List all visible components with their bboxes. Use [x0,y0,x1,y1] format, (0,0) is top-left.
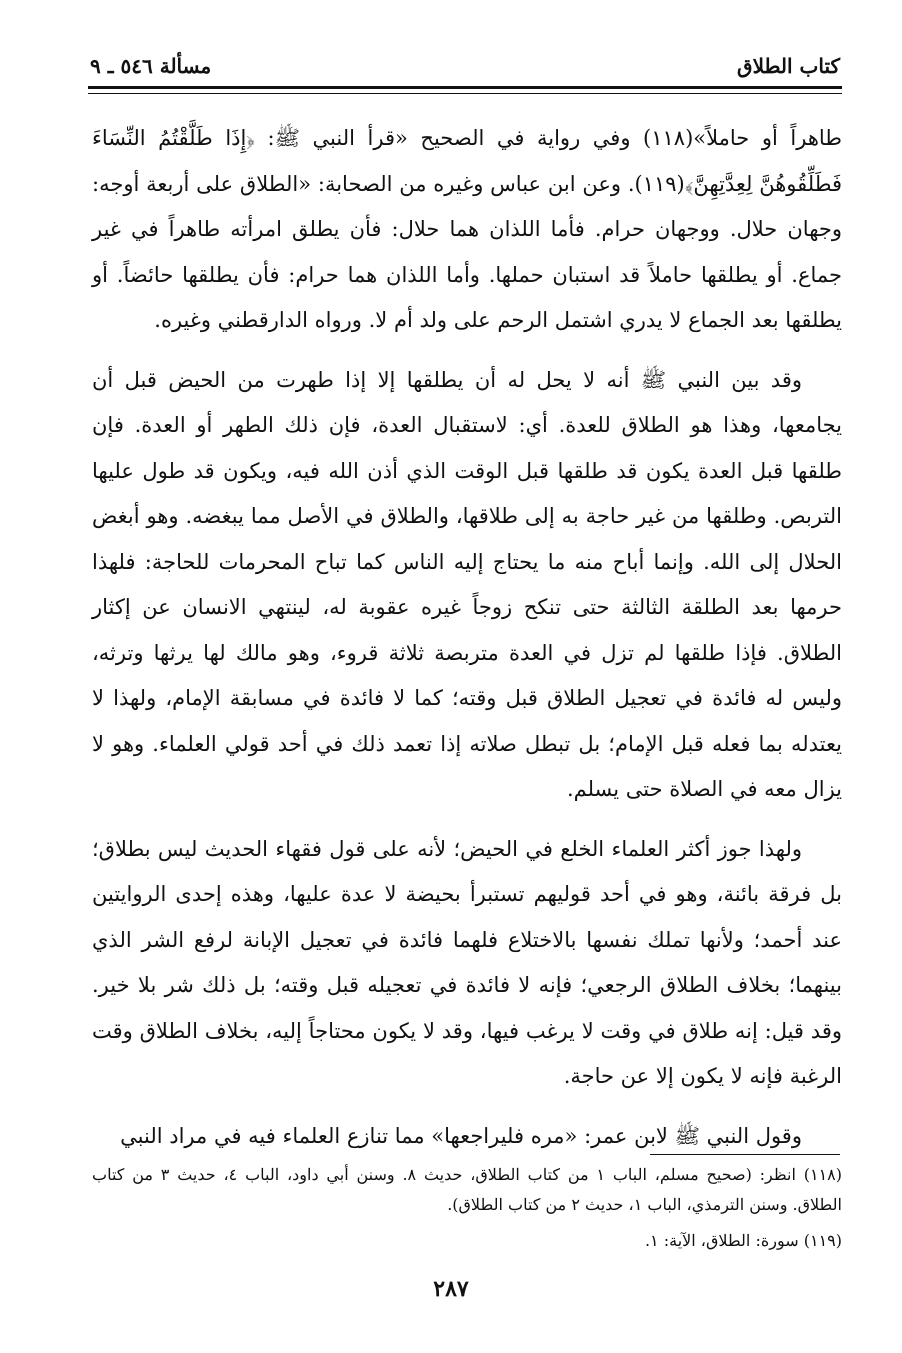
header-rule-thick [88,86,842,89]
footnote-rule [650,1154,840,1155]
issue-label: مسألة ٥٤٦ ـ ٩ [90,54,212,78]
footnote: (١١٨) انظر: (صحيح مسلم، الباب ١ من كتاب الطلاق، حديث ٨. وسنن أبي داود، الباب ٤، حديث ٣ من كتاب الطلاق. وسنن الترمذي، الباب ١، حديث ٢ من كتاب الطلاق). [92,1165,843,1214]
footnote: (١١٩) سورة: الطلاق، الآية: ١. [644,1231,842,1250]
footnotes [92,1160,842,1256]
paragraph: ولهذا جوز أكثر العلماء الخلع في الحيض؛ لأنه على قول فقهاء الحديث ليس بطلاق؛ بل فرقة بائنة، وهو في أحد قوليهم تستبرأ بحيضة لا عدة عليها، وهذه إحدى الروايتين عند أحمد؛ ولأنها تملك نفسها بالاختلاع فلهما فائدة في تعجيل الإبانة لرفع الشر الذي بينهما؛ بخلاف الطلاق الرجعي؛ فإنه لا فائدة في تعجيله قبل وقته؛ بل ذلك شر بلا خير. وقد قيل: إنه طلاق في وقت لا يرغب فيها، وقد لا يكون محتاجاً إليه، بخلاف الطلاق وقت الرغبة فإنه لا يكون إلا عن حاجة. [92,836,842,1088]
paragraph: طاهراً أو حاملاً»(١١٨) وفي رواية في الصحيح «قرأ النبي ﷺ: ﴿إِذَا طَلَّقْتُمُ النِّسَاءَ فَطَلِّقُوهُنَّ لِعِدَّتِهِنَّ﴾(١١٩). وعن ابن عباس وغيره من الصحابة: «الطلاق على أربعة أوجه: وجهان حلال. ووجهان حرام. فأما اللذان هما حلال: فأن يطلق امرأته طاهراً في غير جماع. أو يطلقها حاملاً قد استبان حملها. وأما اللذان هما حرام: فأن يطلقها حائضاً. أو يطلقها بعد الجماع لا يدري اشتمل الرحم على ولد أم لا. ورواه الدارقطني وغيره. [92,126,843,332]
running-header [90,46,840,86]
page-number: ٢٨٧ [433,1276,469,1302]
paragraph: وقول النبي ﷺ لابن عمر: «مره فليراجعها» مما تنازع العلماء فيه في مراد النبي [120,1123,802,1148]
header-rule-thin [88,93,842,94]
body-text [92,116,842,1159]
paragraph: وقد بين النبي ﷺ أنه لا يحل له أن يطلقها إلا إذا طهرت من الحيض قبل أن يجامعها، وهذا هو الطلاق للعدة. أي: لاستقبال العدة، فإن ذلك الطهر أو العدة. فإن طلقها قبل العدة يكون قد طلقها قبل الوقت الذي أذن الله فيه، ويكون قد طول عليها التربص. وطلقها من غير حاجة به إلى طلاقها، والطلاق في الأصل مما يبغضه. وهو أبغض الحلال إلى الله. وإنما أباح منه ما يحتاج إليه الناس كما تباح المحرمات للحاجة: فلهذا حرمها بعد الطلقة الثالثة حتى تنكح زوجاً غيره عقوبة له، لينتهي الانسان عن إكثار الطلاق. فإذا طلقها لم تزل في العدة متربصة ثلاثة قروء، وهو مالك لها يرثها وترثه، وليس له فائدة في تعجيل الطلاق قبل وقته؛ كما لا فائدة في مسابقة الإمام، ولهذا لا يعتدله بما فعله قبل الإمام؛ بل تبطل صلاته إذا تعمد ذلك في أحد قولي العلماء. وهو لا يزال معه في الصلاة حتى يسلم. [92,367,842,801]
book-title: كتاب الطلاق [737,54,840,78]
